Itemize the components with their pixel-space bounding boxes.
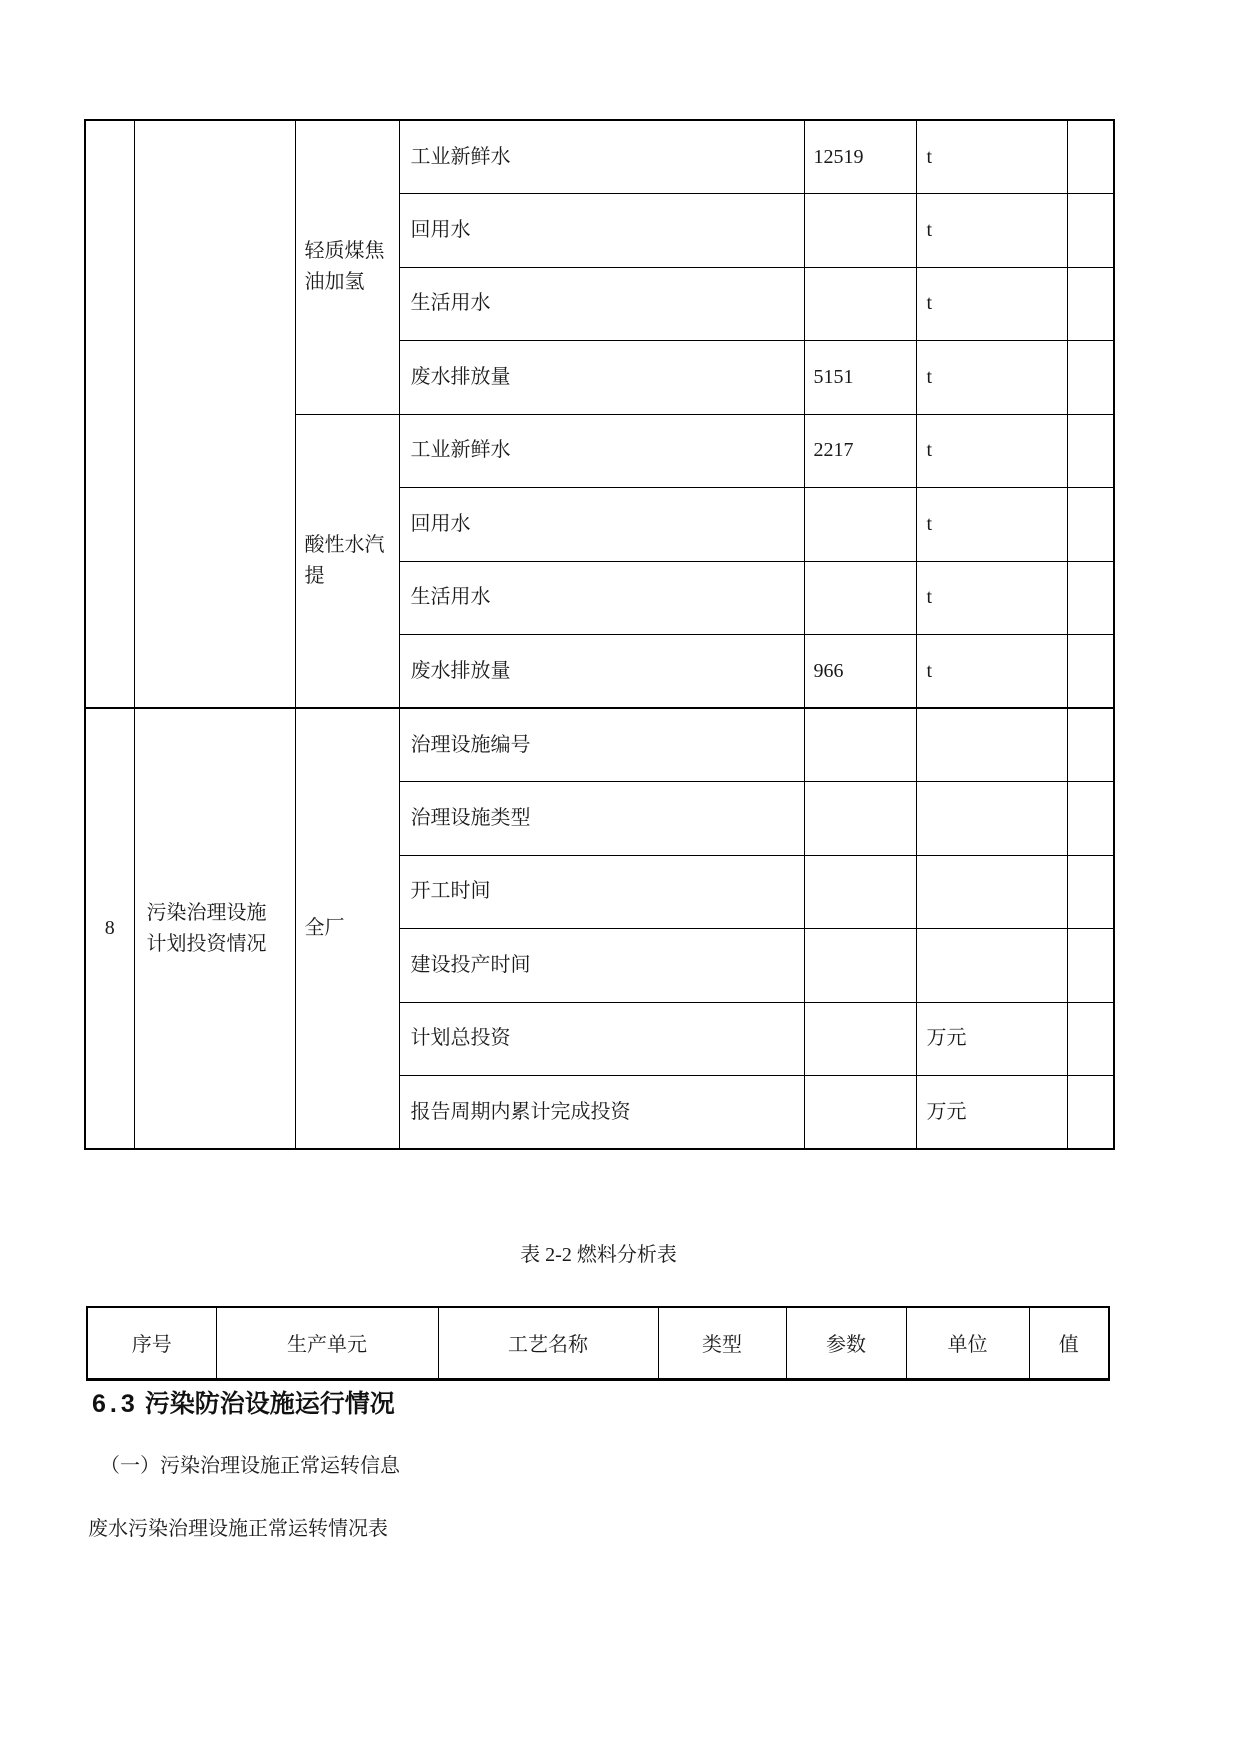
cell-extra	[1067, 194, 1114, 268]
table-row	[85, 708, 1114, 782]
cell-unit: t	[916, 120, 1067, 194]
cell-unit: t	[916, 194, 1067, 268]
cell-param: 计划总投资	[399, 1002, 804, 1076]
cell-param: 治理设施类型	[399, 782, 804, 856]
section-heading	[92, 1384, 395, 1420]
cell-unit-group-whole-plant: 全厂	[295, 708, 399, 1149]
cell-extra	[1067, 1002, 1114, 1076]
header-unit: 单位	[906, 1307, 1029, 1379]
cell-param: 报告周期内累计完成投资	[399, 1076, 804, 1150]
cell-extra	[1067, 635, 1114, 709]
cell-unit: t	[916, 561, 1067, 635]
cell-param: 建设投产时间	[399, 929, 804, 1003]
water-balance-table	[84, 119, 1115, 1150]
cell-value	[804, 488, 916, 562]
header-type: 类型	[658, 1307, 786, 1379]
cell-param: 废水排放量	[399, 341, 804, 415]
cell-seq-blank	[85, 120, 134, 708]
cell-extra	[1067, 929, 1114, 1003]
cell-unit	[916, 855, 1067, 929]
header-parameter: 参数	[786, 1307, 906, 1379]
cell-value: 5151	[804, 341, 916, 415]
cell-value: 966	[804, 635, 916, 709]
cell-extra	[1067, 488, 1114, 562]
cell-extra	[1067, 1076, 1114, 1150]
cell-extra	[1067, 855, 1114, 929]
cell-unit	[916, 929, 1067, 1003]
cell-value	[804, 929, 916, 1003]
cell-unit: t	[916, 341, 1067, 415]
cell-unit: t	[916, 635, 1067, 709]
cell-extra	[1067, 561, 1114, 635]
cell-unit: t	[916, 267, 1067, 341]
cell-param: 废水排放量	[399, 635, 804, 709]
cell-value	[804, 855, 916, 929]
cell-param: 回用水	[399, 194, 804, 268]
cell-seq-8: 8	[85, 708, 134, 1149]
cell-production-unit-investment: 污染治理设施计划投资情况	[134, 708, 295, 1149]
cell-param: 回用水	[399, 488, 804, 562]
cell-value	[804, 782, 916, 856]
fuel-analysis-table	[86, 1306, 1110, 1381]
cell-extra	[1067, 267, 1114, 341]
cell-production-unit-blank	[134, 120, 295, 708]
table-header-row	[87, 1307, 1109, 1379]
section-number: 6.3	[92, 1390, 139, 1418]
header-process-name: 工艺名称	[438, 1307, 658, 1379]
cell-param: 工业新鲜水	[399, 414, 804, 488]
cell-value: 2217	[804, 414, 916, 488]
cell-value	[804, 1076, 916, 1150]
cell-unit	[916, 782, 1067, 856]
cell-param: 生活用水	[399, 267, 804, 341]
cell-unit: 万元	[916, 1076, 1067, 1150]
table-row	[85, 120, 1114, 194]
header-seq: 序号	[87, 1307, 216, 1379]
cell-extra	[1067, 341, 1114, 415]
cell-value	[804, 708, 916, 782]
cell-param: 治理设施编号	[399, 708, 804, 782]
cell-value: 12519	[804, 120, 916, 194]
cell-unit-group-sour-water-stripper: 酸性水汽提	[295, 414, 399, 708]
cell-extra	[1067, 782, 1114, 856]
cell-unit	[916, 708, 1067, 782]
cell-extra	[1067, 414, 1114, 488]
cell-unit: 万元	[916, 1002, 1067, 1076]
cell-extra	[1067, 120, 1114, 194]
paragraph-normal-operation-info: （一）污染治理设施正常运转信息	[100, 1455, 400, 1477]
cell-extra	[1067, 708, 1114, 782]
table-caption: 表 2-2 燃料分析表	[520, 1244, 677, 1266]
cell-value	[804, 194, 916, 268]
cell-unit: t	[916, 414, 1067, 488]
cell-param: 开工时间	[399, 855, 804, 929]
cell-value	[804, 561, 916, 635]
header-value: 值	[1029, 1307, 1109, 1379]
cell-param: 生活用水	[399, 561, 804, 635]
header-production-unit: 生产单元	[216, 1307, 438, 1379]
cell-unit-group-light-coal-tar: 轻质煤焦油加氢	[295, 120, 399, 414]
section-title: 污染防治设施运行情况	[144, 1390, 395, 1418]
cell-unit: t	[916, 488, 1067, 562]
paragraph-wastewater-table-title: 废水污染治理设施正常运转情况表	[88, 1518, 388, 1540]
cell-value	[804, 1002, 916, 1076]
cell-value	[804, 267, 916, 341]
cell-param: 工业新鲜水	[399, 120, 804, 194]
